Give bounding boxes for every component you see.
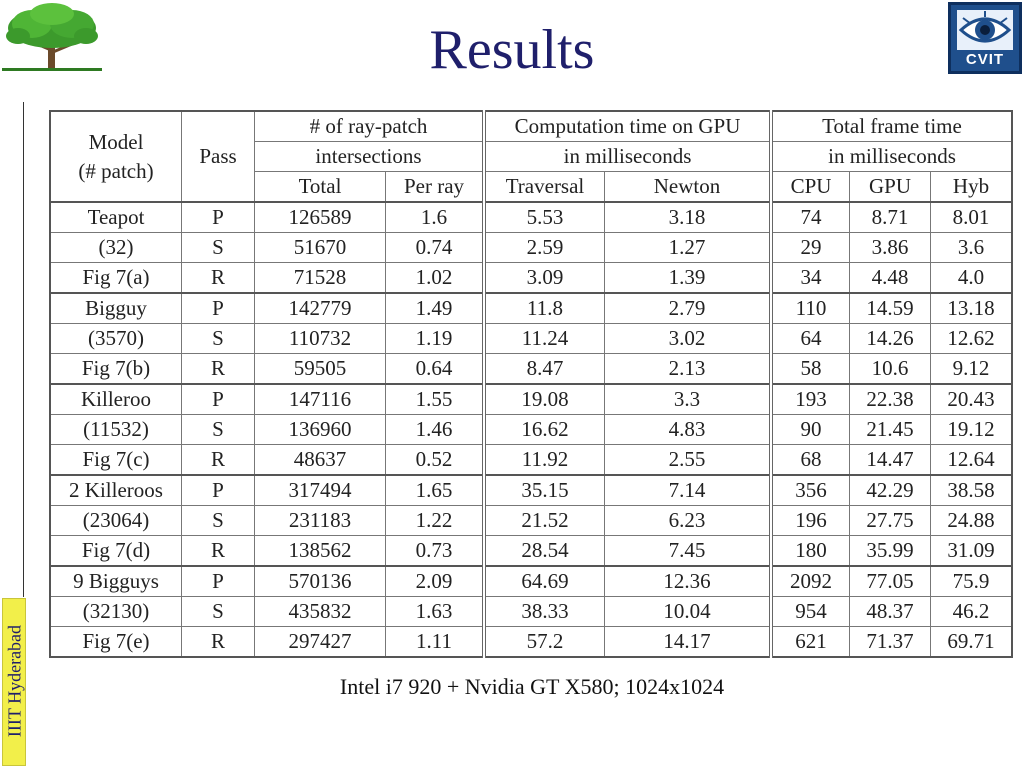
cell-gpu: 3.86 <box>850 233 931 263</box>
cell-hyb: 9.12 <box>931 354 1013 385</box>
cell-cpu: 90 <box>771 415 850 445</box>
header-per-ray: Per ray <box>386 172 485 203</box>
table-row <box>50 566 1012 597</box>
cell-pass: P <box>182 475 255 506</box>
cell-gpu: 8.71 <box>850 202 931 233</box>
cell-gpu: 48.37 <box>850 597 931 627</box>
cell-cpu: 196 <box>771 506 850 536</box>
model-figure-ref: Fig 7(c) <box>50 445 182 476</box>
cell-newton: 6.23 <box>605 506 772 536</box>
cell-traversal: 28.54 <box>484 536 605 567</box>
cell-pass: R <box>182 627 255 658</box>
cell-total: 435832 <box>255 597 386 627</box>
cell-per-ray: 2.09 <box>386 566 485 597</box>
table-row <box>50 536 1012 567</box>
cell-gpu: 14.26 <box>850 324 931 354</box>
cell-hyb: 69.71 <box>931 627 1013 658</box>
cell-cpu: 34 <box>771 263 850 294</box>
header-row-1 <box>50 111 1012 142</box>
header-hyb: Hyb <box>931 172 1013 203</box>
table-row <box>50 597 1012 627</box>
cell-cpu: 621 <box>771 627 850 658</box>
cell-hyb: 3.6 <box>931 233 1013 263</box>
cell-newton: 4.83 <box>605 415 772 445</box>
model-patch-count: (23064) <box>50 506 182 536</box>
table-row <box>50 324 1012 354</box>
cell-total: 231183 <box>255 506 386 536</box>
header-traversal: Traversal <box>484 172 605 203</box>
cell-newton: 7.14 <box>605 475 772 506</box>
cell-cpu: 58 <box>771 354 850 385</box>
cell-per-ray: 1.6 <box>386 202 485 233</box>
cell-pass: P <box>182 202 255 233</box>
cell-traversal: 2.59 <box>484 233 605 263</box>
cell-cpu: 2092 <box>771 566 850 597</box>
cell-gpu: 14.59 <box>850 293 931 324</box>
table-row <box>50 415 1012 445</box>
cell-per-ray: 1.11 <box>386 627 485 658</box>
cvit-logo <box>948 2 1022 74</box>
cell-traversal: 8.47 <box>484 354 605 385</box>
cell-total: 71528 <box>255 263 386 294</box>
cell-hyb: 24.88 <box>931 506 1013 536</box>
page-title: Results <box>429 19 595 81</box>
model-patch-count: (11532) <box>50 415 182 445</box>
cell-traversal: 16.62 <box>484 415 605 445</box>
model-figure-ref: Fig 7(b) <box>50 354 182 385</box>
cell-per-ray: 1.55 <box>386 384 485 415</box>
cell-total: 138562 <box>255 536 386 567</box>
cell-newton: 10.04 <box>605 597 772 627</box>
cell-per-ray: 0.52 <box>386 445 485 476</box>
cell-hyb: 19.12 <box>931 415 1013 445</box>
cell-cpu: 29 <box>771 233 850 263</box>
cell-hyb: 8.01 <box>931 202 1013 233</box>
cell-pass: P <box>182 566 255 597</box>
cell-newton: 14.17 <box>605 627 772 658</box>
cell-gpu: 77.05 <box>850 566 931 597</box>
cell-hyb: 31.09 <box>931 536 1013 567</box>
cell-pass: S <box>182 233 255 263</box>
cell-traversal: 11.92 <box>484 445 605 476</box>
cell-hyb: 46.2 <box>931 597 1013 627</box>
eye-icon <box>957 10 1013 50</box>
results-table-wrapper <box>49 110 1013 658</box>
cvit-logo-text: CVIT <box>965 51 1005 68</box>
cell-gpu: 14.47 <box>850 445 931 476</box>
header-model-sub: (# patch) <box>78 158 154 183</box>
cell-traversal: 3.09 <box>484 263 605 294</box>
cell-per-ray: 1.19 <box>386 324 485 354</box>
cell-cpu: 64 <box>771 324 850 354</box>
side-divider <box>23 102 24 597</box>
header-intersections-line1: # of ray-patch <box>309 114 428 138</box>
model-figure-ref: Fig 7(a) <box>50 263 182 294</box>
cell-total: 51670 <box>255 233 386 263</box>
model-patch-count: (3570) <box>50 324 182 354</box>
model-figure-ref: Fig 7(d) <box>50 536 182 567</box>
cell-total: 126589 <box>255 202 386 233</box>
table-row <box>50 263 1012 294</box>
cell-newton: 3.18 <box>605 202 772 233</box>
cell-total: 59505 <box>255 354 386 385</box>
model-name: Bigguy <box>50 293 182 324</box>
cell-hyb: 38.58 <box>931 475 1013 506</box>
table-row <box>50 627 1012 658</box>
cell-traversal: 11.24 <box>484 324 605 354</box>
model-name: 2 Killeroos <box>50 475 182 506</box>
cell-traversal: 57.2 <box>484 627 605 658</box>
cell-pass: R <box>182 536 255 567</box>
cell-cpu: 74 <box>771 202 850 233</box>
cell-traversal: 35.15 <box>484 475 605 506</box>
cell-gpu: 21.45 <box>850 415 931 445</box>
header-newton: Newton <box>605 172 772 203</box>
cell-traversal: 38.33 <box>484 597 605 627</box>
cell-per-ray: 1.49 <box>386 293 485 324</box>
cell-gpu: 42.29 <box>850 475 931 506</box>
cell-total: 136960 <box>255 415 386 445</box>
cell-pass: R <box>182 354 255 385</box>
header-frame: Total frame time <box>771 111 1012 142</box>
cell-pass: P <box>182 384 255 415</box>
table-row <box>50 475 1012 506</box>
cell-traversal: 19.08 <box>484 384 605 415</box>
cell-total: 317494 <box>255 475 386 506</box>
cell-total: 110732 <box>255 324 386 354</box>
cell-per-ray: 1.63 <box>386 597 485 627</box>
cell-pass: P <box>182 293 255 324</box>
cell-pass: S <box>182 324 255 354</box>
cell-hyb: 4.0 <box>931 263 1013 294</box>
header-frame-unit: in milliseconds <box>771 142 1012 172</box>
model-name: 9 Bigguys <box>50 566 182 597</box>
cell-gpu: 27.75 <box>850 506 931 536</box>
cell-newton: 2.55 <box>605 445 772 476</box>
cell-newton: 3.3 <box>605 384 772 415</box>
cell-pass: R <box>182 263 255 294</box>
model-name: Killeroo <box>50 384 182 415</box>
cell-traversal: 64.69 <box>484 566 605 597</box>
table-row <box>50 384 1012 415</box>
cell-cpu: 180 <box>771 536 850 567</box>
model-figure-ref: Fig 7(e) <box>50 627 182 658</box>
cell-cpu: 68 <box>771 445 850 476</box>
header-intersections-2: intersections <box>255 142 485 172</box>
cell-per-ray: 1.46 <box>386 415 485 445</box>
header-model <box>50 111 182 202</box>
cell-hyb: 13.18 <box>931 293 1013 324</box>
cell-newton: 1.27 <box>605 233 772 263</box>
cell-hyb: 75.9 <box>931 566 1013 597</box>
header-total: Total <box>255 172 386 203</box>
cell-cpu: 193 <box>771 384 850 415</box>
header-intersections <box>255 111 485 142</box>
cell-gpu: 22.38 <box>850 384 931 415</box>
cell-total: 297427 <box>255 627 386 658</box>
table-row <box>50 202 1012 233</box>
cell-gpu: 10.6 <box>850 354 931 385</box>
cell-per-ray: 1.65 <box>386 475 485 506</box>
cell-per-ray: 0.64 <box>386 354 485 385</box>
cell-newton: 12.36 <box>605 566 772 597</box>
model-patch-count: (32130) <box>50 597 182 627</box>
cell-per-ray: 0.74 <box>386 233 485 263</box>
cell-pass: S <box>182 415 255 445</box>
cell-traversal: 5.53 <box>484 202 605 233</box>
model-patch-count: (32) <box>50 233 182 263</box>
cell-newton: 3.02 <box>605 324 772 354</box>
cell-gpu: 71.37 <box>850 627 931 658</box>
cell-hyb: 20.43 <box>931 384 1013 415</box>
cell-newton: 1.39 <box>605 263 772 294</box>
cell-pass: S <box>182 597 255 627</box>
header-computation-unit: in milliseconds <box>484 142 771 172</box>
cell-pass: R <box>182 445 255 476</box>
cell-total: 142779 <box>255 293 386 324</box>
header-computation: Computation time on GPU <box>484 111 771 142</box>
cell-traversal: 21.52 <box>484 506 605 536</box>
results-body <box>50 202 1012 657</box>
cell-gpu: 4.48 <box>850 263 931 294</box>
cell-pass: S <box>182 506 255 536</box>
cell-hyb: 12.62 <box>931 324 1013 354</box>
side-band-label: IIIT Hyderabad <box>4 624 25 738</box>
table-row <box>50 293 1012 324</box>
table-row <box>50 506 1012 536</box>
cell-cpu: 356 <box>771 475 850 506</box>
results-table <box>49 110 1013 658</box>
cell-traversal: 11.8 <box>484 293 605 324</box>
table-row <box>50 445 1012 476</box>
cell-gpu: 35.99 <box>850 536 931 567</box>
cell-newton: 2.79 <box>605 293 772 324</box>
cell-cpu: 110 <box>771 293 850 324</box>
model-name: Teapot <box>50 202 182 233</box>
table-row <box>50 354 1012 385</box>
cell-per-ray: 1.02 <box>386 263 485 294</box>
cell-newton: 7.45 <box>605 536 772 567</box>
cell-total: 147116 <box>255 384 386 415</box>
hardware-caption: Intel i7 920 + Nvidia GT X580; 1024x1024 <box>339 674 725 699</box>
header-pass: Pass <box>182 111 255 202</box>
table-row <box>50 233 1012 263</box>
cell-total: 48637 <box>255 445 386 476</box>
cell-hyb: 12.64 <box>931 445 1013 476</box>
cell-total: 570136 <box>255 566 386 597</box>
cell-per-ray: 0.73 <box>386 536 485 567</box>
cell-cpu: 954 <box>771 597 850 627</box>
header-model-label: Model <box>88 129 144 154</box>
cell-per-ray: 1.22 <box>386 506 485 536</box>
header-gpu: GPU <box>850 172 931 203</box>
cell-newton: 2.13 <box>605 354 772 385</box>
header-cpu: CPU <box>771 172 850 203</box>
